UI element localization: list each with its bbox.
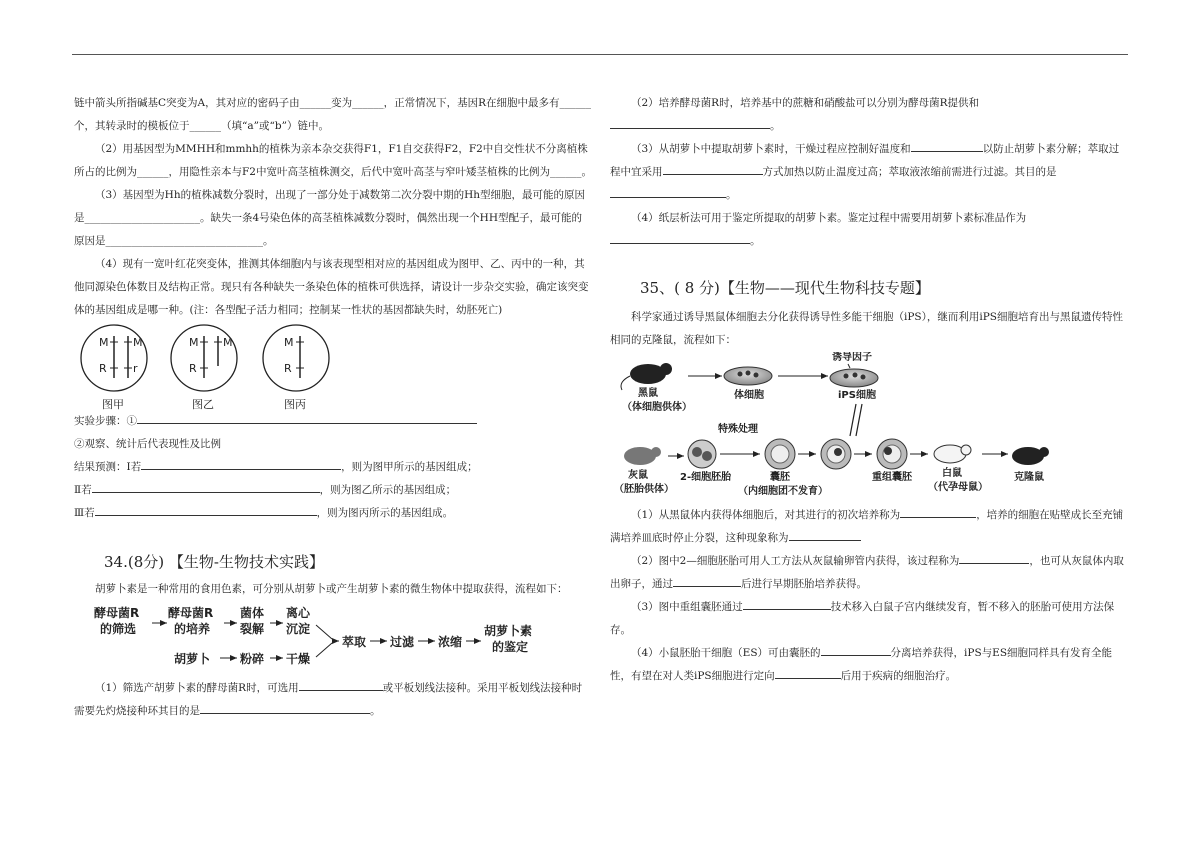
body-cell-dish-icon — [724, 367, 772, 385]
q35-1: （1）从黑鼠体内获得体细胞后，对其进行的初次培养称为 ，培养的细胞在贴壁成长至充铺满培养皿底时停止分裂，这种现象称为 — [610, 504, 1128, 550]
svg-text:诱导因子: 诱导因子 — [832, 352, 872, 363]
gene-R-label: R — [284, 362, 292, 375]
svg-text:的鉴定: 的鉴定 — [492, 640, 529, 654]
svg-text:（代孕母鼠）: （代孕母鼠） — [928, 482, 988, 493]
header-rule — [72, 54, 1128, 55]
left-column — [74, 92, 592, 723]
gene-M-label: M — [189, 336, 199, 349]
svg-text:2-细胞胚胎: 2-细胞胚胎 — [680, 472, 732, 483]
result-i: 结果预测：Ⅰ若 ，则为图甲所示的基因组成； — [74, 456, 592, 479]
answer-blank[interactable] — [610, 116, 770, 129]
gene-M-label: M — [223, 336, 233, 349]
cell-yi — [171, 325, 237, 410]
svg-text:白鼠: 白鼠 — [942, 468, 962, 479]
svg-text:（体细胞供体）: （体细胞供体） — [622, 402, 692, 413]
answer-blank[interactable] — [743, 597, 831, 610]
answer-blank[interactable] — [900, 505, 976, 518]
clone-mouse-icon — [1012, 447, 1049, 465]
blastocyst-icon — [765, 439, 795, 469]
flow-node-extract: 萃取 — [342, 635, 367, 649]
gene-R-label: R — [99, 362, 107, 375]
flow-node-identify: 胡萝卜素 — [484, 624, 533, 638]
q35-2: （2）图中2—细胞胚胎可用人工方法从灰鼠输卵管内获得，该过程称为 ，也可从灰鼠体内取出卵子，通过 后进行早期胚胎培养获得。 — [610, 550, 1128, 596]
caption-bing: 图丙 — [284, 398, 306, 410]
answer-blank[interactable] — [299, 678, 383, 691]
flow-node-concentrate: 浓缩 — [438, 635, 463, 649]
svg-text:（胚胎供体）: （胚胎供体） — [614, 484, 674, 495]
answer-blank[interactable] — [92, 480, 320, 493]
svg-text:克隆鼠: 克隆鼠 — [1014, 472, 1044, 483]
svg-text:黑鼠: 黑鼠 — [638, 388, 658, 399]
flow-node-filter: 过滤 — [390, 635, 415, 649]
q34-intro: 胡萝卜素是一种常用的食用色素，可分别从胡萝卜或产生胡萝卜素的微生物体中提取获得，流程如下： — [95, 583, 568, 595]
svg-text:特殊处理: 特殊处理 — [718, 424, 758, 435]
q33-1-continued: 链中箭头所指碱基C突变为A，其对应的密码子由______变为______，正常情况下，基因R在细胞中最多有______个，其转录时的模板位于______（填“a”或“b”）链中。 — [74, 97, 592, 132]
svg-text:体细胞: 体细胞 — [734, 390, 764, 401]
chromosome-figure — [74, 322, 334, 410]
q33-4: （4）现有一宽叶红花突变体，推测其体细胞内与该表现型相对应的基因组成为图甲、乙、丙中的一种，其他同源染色体数目及结构正常。现只有各种缺失一条染色体的植株可供选择，请设计一步杂交实验，确定该突变体的基因组成是哪一种。(注：各型配子活力相同；控制某一性状的基因都缺失时，幼胚死亡) — [74, 258, 589, 316]
answer-blank[interactable] — [141, 457, 341, 470]
recombined-blastocyst-icon — [877, 439, 907, 469]
ips-dish-icon — [830, 369, 878, 387]
svg-text:的培养: 的培养 — [174, 622, 211, 636]
cell-bing — [263, 325, 329, 410]
svg-text:的筛选: 的筛选 — [100, 622, 137, 636]
answer-blank[interactable] — [663, 162, 763, 175]
answer-blank[interactable] — [610, 185, 726, 198]
svg-text:（内细胞团不发育）: （内细胞团不发育） — [738, 486, 828, 497]
flow-node-dry: 干燥 — [286, 652, 311, 666]
step-1: 实验步骤：① — [74, 410, 592, 433]
answer-blank[interactable] — [200, 701, 370, 714]
white-mouse-icon — [934, 445, 971, 463]
q34-title: 34.(8分) 【生物-生物技术实践】 — [104, 553, 324, 571]
q35-3: （3）图中重组囊胚通过 技术移入白鼠子宫内继续发育，暂不移入的胚胎可使用方法保存。 — [610, 596, 1128, 642]
q33-3: （3）基因型为Hh的植株减数分裂时，出现了一部分处于减数第二次分裂中期的Hh型细胞，最可能的原因是______________________。缺失一条4号染色体的高茎植株减数分裂时，偶然出现一个HH型配子，最可能的原因是______________________________。 — [74, 189, 586, 247]
gene-M-label: M — [133, 336, 143, 349]
q34-1: （1）筛选产胡萝卜素的酵母菌R时，可选用 或平板划线法接种。采用平板划线法接种时需要先灼烧接种环其目的是 。 — [74, 677, 592, 723]
svg-text:沉淀: 沉淀 — [286, 622, 311, 636]
answer-blank[interactable] — [95, 503, 317, 516]
flow-node-carrot: 胡萝卜 — [174, 652, 211, 666]
q33-2: （2）用基因型为MMHH和mmhh的植株为亲本杂交获得F1，F1自交获得F2，F2中自交性状不分离植株所占的比例为______，用隐性亲本与F2中宽叶高茎植株测交，后代中宽叶高茎与窄叶矮茎植株的比例为______。 — [74, 143, 592, 178]
step-2: ②观察、统计后代表现性及比例 — [74, 438, 221, 450]
svg-text:囊胚: 囊胚 — [770, 472, 790, 483]
caption-yi: 图乙 — [192, 398, 214, 410]
injection-blastocyst-icon — [821, 439, 851, 469]
svg-text:灰鼠: 灰鼠 — [628, 470, 648, 481]
right-column — [610, 92, 1128, 688]
svg-text:裂解: 裂解 — [240, 622, 265, 636]
q35-4: （4）小鼠胚胎干细胞（ES）可由囊胚的 分离培养获得，iPS与ES细胞同样具有发育全能性，有望在对人类iPS细胞进行定向 后用于疾病的细胞治疗。 — [610, 642, 1128, 688]
answer-blank[interactable] — [789, 528, 861, 541]
q34-2: （2）培养酵母菌R时，培养基中的蔗糖和硝酸盐可以分别为酵母菌R提供和。 — [610, 92, 1128, 138]
flow-node-centrifuge: 离心 — [286, 606, 311, 620]
gene-M-label: M — [284, 336, 294, 349]
two-cell-embryo-icon — [688, 440, 716, 468]
answer-blank[interactable] — [775, 666, 841, 679]
q35-intro: 科学家通过诱导黑鼠体细胞去分化获得诱导性多能干细胞（iPS），继而利用iPS细胞培育出与黑鼠遗传特性相同的克隆鼠，流程如下： — [610, 311, 1123, 346]
black-mouse-icon — [621, 363, 672, 390]
flow-node-screening: 酵母菌R — [94, 606, 140, 620]
gene-R-label: R — [189, 362, 197, 375]
q34-3: （3）从胡萝卜中提取胡萝卜素时，干燥过程应控制好温度和 以防止胡萝卜素分解；萃取过程中宜采用 方式加热以防止温度过高；萃取液浓缩前需进行过滤。其目的是。 — [610, 138, 1128, 207]
svg-text:重组囊胚: 重组囊胚 — [872, 472, 912, 483]
answer-blank[interactable] — [137, 411, 477, 424]
carotene-flowchart — [74, 601, 574, 677]
flow-node-lysis: 菌体 — [240, 606, 265, 620]
flow-node-grind: 粉碎 — [240, 652, 265, 666]
answer-blank[interactable] — [911, 139, 983, 152]
q34-4: （4）纸层析法可用于鉴定所提取的胡萝卜素。鉴定过程中需要用胡萝卜素标准品作为。 — [610, 207, 1128, 253]
answer-blank[interactable] — [959, 551, 1029, 564]
svg-text:iPS细胞: iPS细胞 — [838, 390, 876, 401]
result-ii: Ⅱ若 ，则为图乙所示的基因组成； — [74, 479, 592, 502]
answer-blank[interactable] — [610, 231, 750, 244]
caption-jia: 图甲 — [102, 398, 124, 410]
cell-jia — [81, 325, 147, 410]
gray-mouse-icon — [624, 447, 661, 465]
gene-M-label: M — [99, 336, 109, 349]
answer-blank[interactable] — [821, 643, 891, 656]
flow-node-culture: 酵母菌R — [168, 606, 214, 620]
q35-title: 35、( 8 分)【生物——现代生物科技专题】 — [640, 279, 930, 297]
result-iii: Ⅲ若 ，则为图丙所示的基因组成。 — [74, 502, 592, 525]
gene-r-label: r — [133, 362, 138, 375]
clone-mouse-diagram — [610, 352, 1110, 504]
answer-blank[interactable] — [673, 574, 741, 587]
